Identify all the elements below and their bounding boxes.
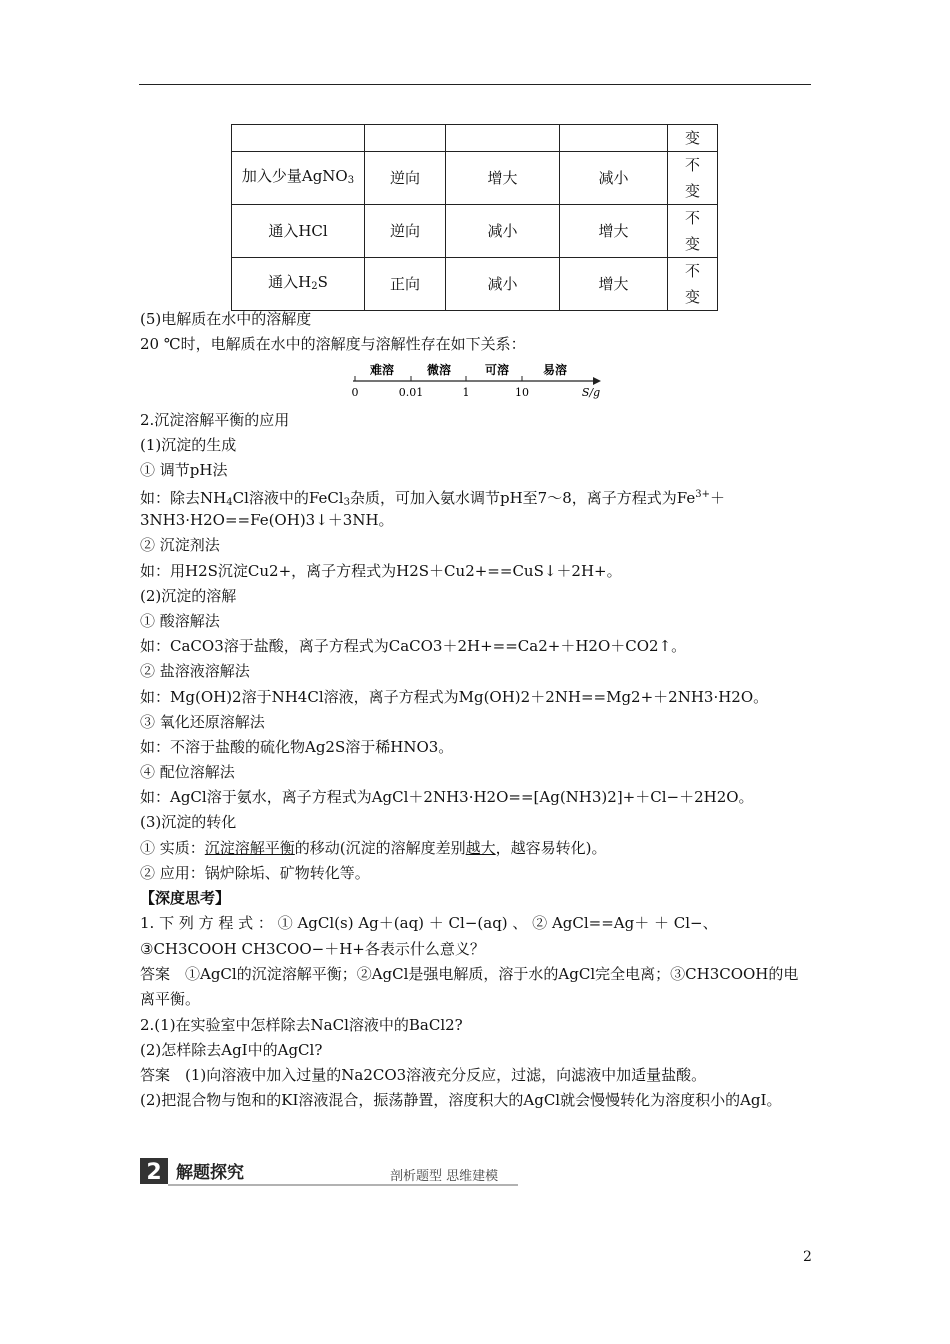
text-line: (2)怎样除去AgI中的AgCl? [140, 1041, 323, 1059]
axis-arrow [593, 377, 601, 385]
table-cell: 增大 [446, 152, 560, 205]
table-cell: 增大 [560, 258, 668, 311]
table-cell: 增大 [560, 205, 668, 258]
tick-label: 0.01 [398, 386, 424, 399]
text-line: 2.沉淀溶解平衡的应用 [140, 411, 290, 429]
text-line: (2)沉淀的溶解 [140, 587, 237, 605]
axis-label: 难溶 [369, 363, 395, 377]
text-line: 如：CaCO3溶于盐酸，离子方程式为CaCO3＋2H+==Ca2+＋H2O＋CO2↑。 [140, 637, 687, 655]
table-cell: 减小 [446, 205, 560, 258]
text-line: ③ 氧化还原溶解法 [140, 713, 265, 731]
table-row [232, 152, 718, 205]
axis-unit: S/g [581, 386, 601, 399]
table-cell: 通入$H_2S$ [232, 258, 365, 311]
table-cell: 逆向 [365, 205, 446, 258]
text-line: 如：不溶于盐酸的硫化物Ag2S溶于稀HNO3。 [140, 738, 454, 756]
text-line: (1)沉淀的生成 [140, 436, 237, 454]
text-line: 如：Mg(OH)2溶于NH4Cl溶液，离子方程式为Mg(OH)2＋2NH==Mg2+＋2NH3·H2O。 [140, 688, 769, 706]
section-title: 解题探究 [176, 1163, 244, 1183]
table-cell [365, 125, 446, 152]
axis-label: 微溶 [426, 363, 452, 377]
table-cell: 不 变 [668, 152, 718, 205]
tick-label: 10 [515, 386, 529, 399]
answer-paragraph: (2)把混合物与饱和的KI溶液混合，振荡静置，溶度积大的AgCl就会慢慢转化为溶度积小的AgI。 [140, 1091, 782, 1109]
text-line: 1. 下 列 方 程 式 ： ① AgCl(s) Ag＋(aq) ＋ Cl−(aq) 、 ② AgCl==Ag＋ ＋ Cl−、 [140, 914, 718, 932]
text-line: 2.(1)在实验室中怎样除去NaCl溶液中的BaCl2? [140, 1016, 463, 1034]
text-line: 答案 (1)向溶液中加入过量的Na2CO3溶液充分反应，过滤，向滤液中加适量盐酸。 [140, 1066, 707, 1084]
table-cell: 加入少量AgNO$_3$ [232, 152, 365, 205]
table-row [232, 205, 718, 258]
section-banner [140, 1158, 520, 1188]
table-cell [560, 125, 668, 152]
section-heading: 【深度思考】 [140, 889, 231, 907]
text-line: 如：除去$NH_4Cl$溶液中的FeCl$_3$杂质，可加入氨水调节pH至7～8，离子方程式为$Fe^{3+}+$ [140, 489, 725, 508]
axis-label: 可溶 [484, 363, 510, 377]
text-line: 3NH3·H2O==Fe(OH)3↓＋3NH。 [140, 511, 394, 529]
text-line: 20 ℃时，电解质在水中的溶解度与溶解性存在如下关系： [140, 335, 526, 353]
text-line: ③CH3COOH CH3COO−＋H+各表示什么意义？ [140, 940, 485, 958]
text-line: (3)沉淀的转化 [140, 813, 237, 831]
text-line: ② 盐溶液溶解法 [140, 662, 250, 680]
table-cell: 通入HCl [232, 205, 365, 258]
table-cell [446, 125, 560, 152]
answer-paragraph: 答案 ①AgCl的沉淀溶解平衡；②AgCl是强电解质，溶于水的AgCl完全电离；③CH3COOH的电离平衡。 [140, 965, 799, 1008]
equilibrium-table [231, 124, 718, 311]
text-line: (5)电解质在水中的溶解度 [140, 310, 312, 328]
text-line: ④ 配位溶解法 [140, 763, 235, 781]
section-subtitle: 剖析题型 思维建模 [390, 1169, 499, 1184]
table-cell: 正向 [365, 258, 446, 311]
tick-label: 0 [351, 386, 359, 399]
table-cell: 不 变 [668, 205, 718, 258]
table-cell: 逆向 [365, 152, 446, 205]
text-line: ① 实质：沉淀溶解平衡的移动(沉淀的溶解度差别越大，越容易转化)。 [140, 839, 607, 857]
table-row [232, 125, 718, 152]
text-line: 如：用H2S沉淀Cu2+，离子方程式为H2S＋Cu2+==CuS↓＋2H+。 [140, 562, 622, 580]
section-number: 2 [146, 1160, 162, 1185]
text-line: ① 调节pH法 [140, 461, 228, 479]
text-line: ① 酸溶解法 [140, 612, 220, 630]
axis-label: 易溶 [542, 363, 568, 377]
header-rule [139, 84, 811, 85]
table-cell [232, 125, 365, 152]
table-cell: 减小 [446, 258, 560, 311]
table-row [232, 258, 718, 311]
table-cell: 变 [668, 125, 718, 152]
text-line: ② 沉淀剂法 [140, 536, 220, 554]
text-line: 如：AgCl溶于氨水，离子方程式为AgCl＋2NH3·H2O==[Ag(NH3)2]+＋Cl−＋2H2O。 [140, 788, 754, 806]
table-cell: 不 变 [668, 258, 718, 311]
solubility-axis [345, 358, 605, 400]
text-line: ② 应用：锅炉除垢、矿物转化等。 [140, 864, 370, 882]
tick-label: 1 [462, 386, 470, 399]
page-number: 2 [803, 1249, 812, 1265]
table-cell: 减小 [560, 152, 668, 205]
